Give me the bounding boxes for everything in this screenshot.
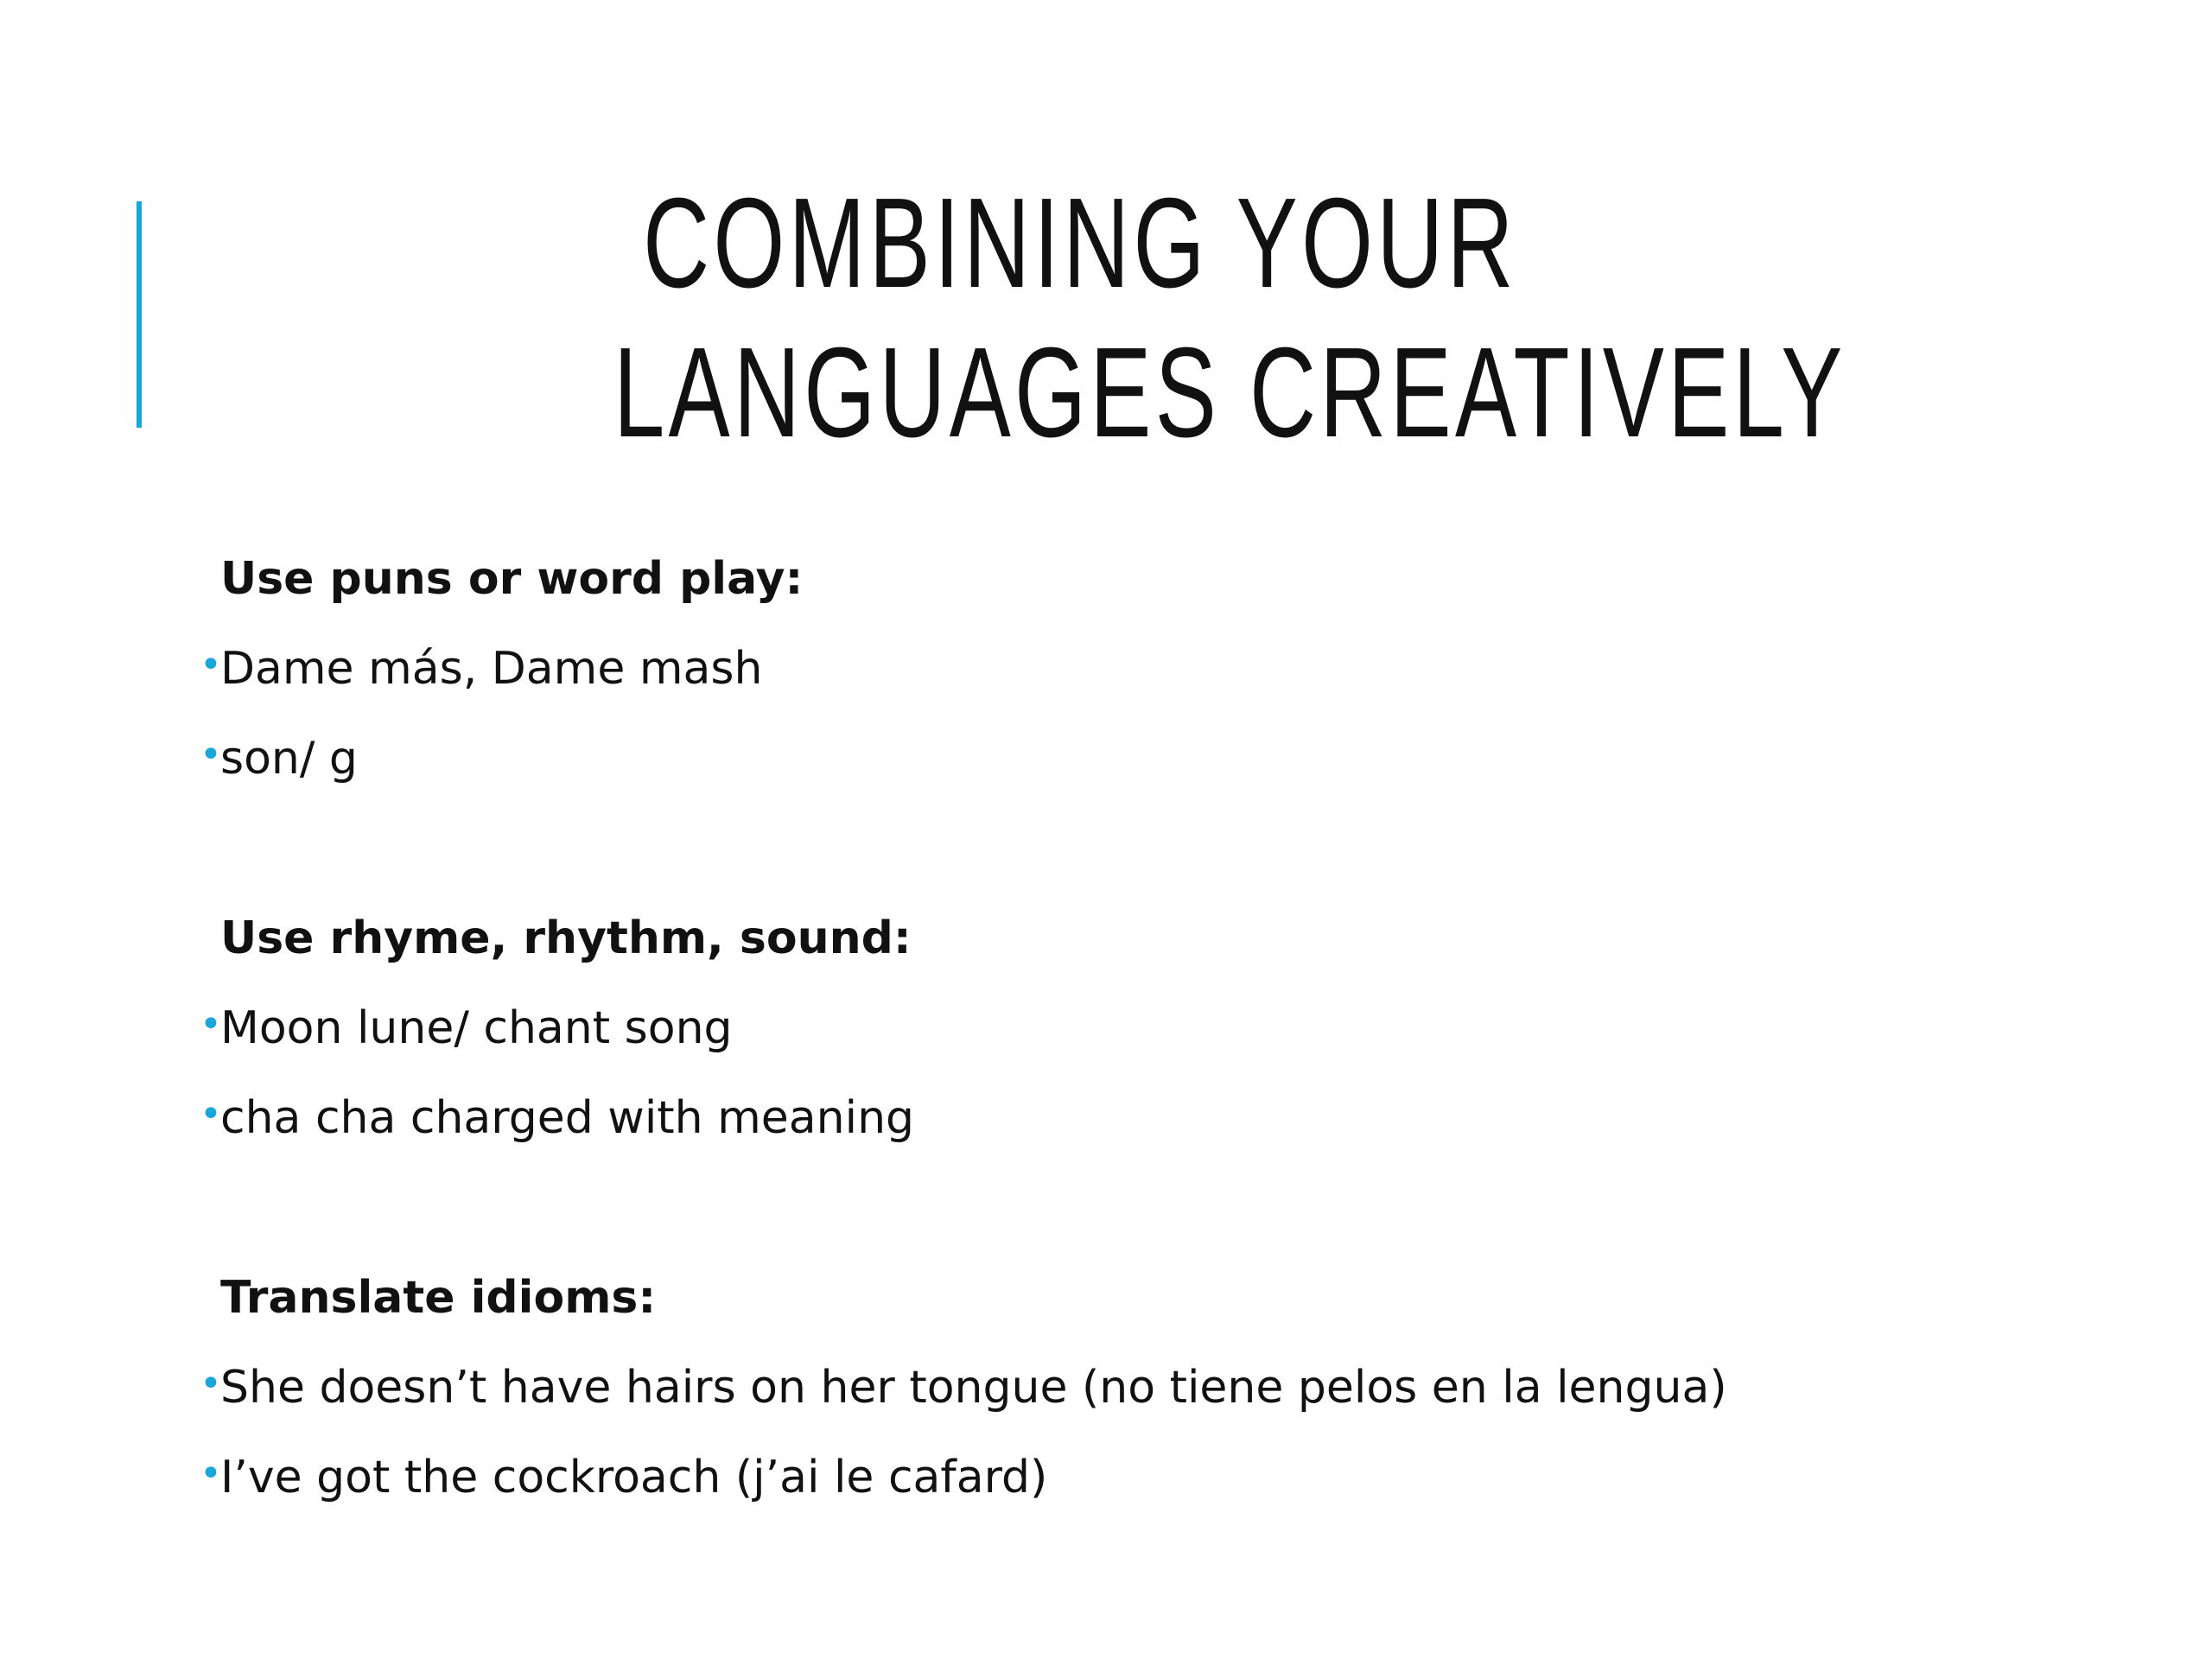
- section-heading-idioms: Translate idioms:: [220, 1272, 657, 1324]
- list-item-text: cha cha charged with meaning: [220, 1092, 915, 1144]
- title-accent-bar: [137, 201, 142, 428]
- list-item: [200, 1452, 2035, 1541]
- list-item-text: I’ve got the cockroach (j’ai le cafard): [220, 1452, 1048, 1503]
- bullet-icon: •: [200, 1092, 222, 1136]
- section-spacer: [220, 1182, 2035, 1272]
- bullet-icon: •: [200, 1002, 222, 1046]
- list-item-text: She doesn’t have hairs on her tongue (no tiene pelos en la lengua): [220, 1362, 1727, 1414]
- list-item: [200, 643, 2035, 733]
- list-item: [200, 1002, 2035, 1092]
- list-item: [200, 1092, 2035, 1182]
- list-item-text: Dame más, Dame mash: [220, 643, 763, 695]
- bullet-icon: •: [200, 643, 222, 687]
- list-item-text: son/ g: [220, 733, 358, 785]
- section-heading-puns: Use puns or word play:: [220, 553, 804, 605]
- slide-title-line-1: COMBINING YOUR: [643, 172, 1517, 315]
- bullet-icon: •: [200, 1362, 222, 1406]
- slide-title-line-2: LANGUAGES CREATIVELY: [613, 321, 1847, 464]
- bullet-icon: •: [200, 733, 222, 777]
- list-item: [200, 733, 2035, 823]
- slide-title: [613, 168, 1847, 467]
- bullet-icon: •: [200, 1452, 222, 1496]
- section-spacer: [220, 823, 2035, 912]
- slide-content: [200, 553, 2035, 1541]
- section-heading-rhyme: Use rhyme, rhythm, sound:: [220, 912, 912, 964]
- list-item: [200, 1362, 2035, 1452]
- list-item-text: Moon lune/ chant song: [220, 1002, 733, 1054]
